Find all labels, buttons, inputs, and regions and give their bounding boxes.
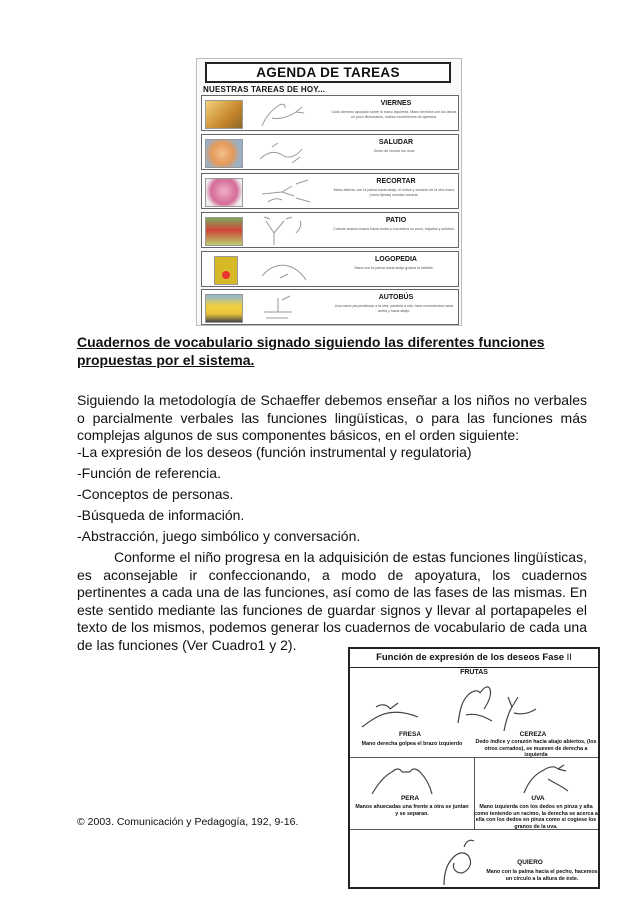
cuadro-subtitle: FRUTAS (460, 669, 488, 676)
cuadro-title-text: Función de expresión de los deseos Fase (376, 652, 565, 663)
agenda-row-logopedia (201, 251, 459, 287)
agenda-word: SALUDAR (378, 139, 414, 146)
fig-desc-uva: Mano izquierda con los dedos en pinza y alta como teniendo un racimo, la derecha se acerca a ella con los dedos en pinza como si cogiese los granos de la uva. (474, 804, 598, 830)
agenda-row-autobus (201, 289, 459, 325)
agenda-word: VIERNES (380, 100, 412, 107)
list-item: -Función de referencia. (77, 465, 221, 481)
hand-sign-icon (358, 697, 428, 733)
list-item: -Búsqueda de información. (77, 507, 245, 523)
sign-sketch-icon (252, 254, 322, 285)
hand-sign-icon (518, 761, 578, 795)
cuadro-title (350, 650, 598, 668)
agenda-desc: Colocar ambos brazos hacia arriba y encuestos un poco, bajarlos y subirlos. (333, 227, 455, 231)
handshake-photo (205, 139, 243, 168)
fig-label-fresa: FRESA (398, 731, 422, 738)
calendar-photo (205, 100, 243, 129)
agenda-row-recortar (201, 173, 459, 209)
fig-label-cereza: CEREZA (519, 731, 547, 738)
fig-label-quiero: QUIERO (517, 859, 543, 866)
agenda-desc: Mano con la palma hacia abajo golpea la barbilla. (354, 266, 434, 270)
agenda-row-patio (201, 212, 459, 248)
bus-photo (205, 294, 243, 323)
agenda-subtitle: NUESTRAS TAREAS DE HOY... (203, 85, 326, 94)
cuadro-figure (348, 647, 600, 889)
scissors-photo (205, 178, 243, 207)
agenda-desc: Mano abierta, con la palma hacia abajo, el índice y corazón de la otra mano (como tijeras) simulan cortarla. (333, 188, 455, 197)
fig-desc-fresa: Mano derecha golpea el brazo izquierdo (361, 741, 463, 747)
hand-sign-icon (434, 835, 484, 887)
agenda-title: AGENDA DE TAREAS (205, 62, 451, 83)
hand-sign-icon (366, 762, 436, 796)
agenda-word: RECORTAR (376, 178, 416, 185)
agenda-row-viernes (201, 95, 459, 131)
fig-desc-quiero: Mano con la palma hacia el pecho, hacemos un círculo a la altura de éste. (486, 869, 598, 882)
agenda-row-saludar (201, 134, 459, 170)
agenda-word: LOGOPEDIA (374, 256, 417, 263)
list-item: -Abstracción, juego simbólico y conversación. (77, 528, 361, 544)
playground-photo (205, 217, 243, 246)
list-item: -La expresión de los deseos (función instrumental y regulatoria) (77, 444, 472, 460)
hand-sign-icon (484, 693, 544, 733)
agenda-word: AUTOBÚS (378, 294, 414, 301)
agenda-desc: Una mano perpendicular a la otra, paralela a ella, hace movimientos hacia arriba y hacia abajo. (334, 304, 454, 313)
agenda-word: PATIO (385, 217, 407, 224)
fig-label-uva: UVA (531, 795, 545, 802)
cuadro-phase: II (566, 652, 572, 663)
body-paragraph: Conforme el niño progresa en la adquisición de estas funciones lingüísticas, es aconsejable ir confeccionando, a modo de apoyatura, los cuadernos pertinentes a cada una de las funciones, así como de las fases de las mismas. En este sentido mediante las funciones de guardar signos y llevar al portapapeles el texto de los mismos, podemos generar los cuadernos de vocabulario de cada una de las funciones (Ver Cuadro1 y 2). (77, 549, 587, 653)
sign-sketch-icon (252, 176, 322, 207)
agenda-figure (196, 58, 462, 326)
fig-desc-cereza: Dedo índice y corazón hacia abajo abiertos, (los otros cerrados), se mueven de derecha a izquierda (475, 739, 597, 758)
speech-card-photo (214, 256, 238, 285)
section-heading: Cuadernos de vocabulario signado siguiendo las diferentes funciones propuestas por el sistema. (77, 334, 545, 368)
sign-sketch-icon (252, 292, 322, 323)
intro-paragraph: Siguiendo la metodología de Schaeffer debemos enseñar a los niños no verbales o parcialmente verbales las funciones lingüísticas, o para las funciones más complejas algunos de sus componentes básicos, en el orden siguiente: (77, 392, 587, 443)
copyright-footer: © 2003. Comunicación y Pedagogía, 192, 9-16. (77, 816, 299, 828)
sign-sketch-icon (252, 137, 322, 168)
fig-desc-pera: Manos ahuecadas una frente a otra se juntan y se separan. (355, 804, 469, 817)
fig-label-pera: PERA (400, 795, 420, 802)
agenda-desc: Gesto de chocar los unos (373, 149, 415, 153)
agenda-desc: Codo derecho apoyado sobre la mano izquierda. Mano derecha con los dedos un poco flexionados, realiza movimientos de apertura. (331, 110, 457, 119)
list-item: -Conceptos de personas. (77, 486, 234, 502)
sign-sketch-icon (252, 215, 322, 246)
sign-sketch-icon (252, 98, 322, 129)
